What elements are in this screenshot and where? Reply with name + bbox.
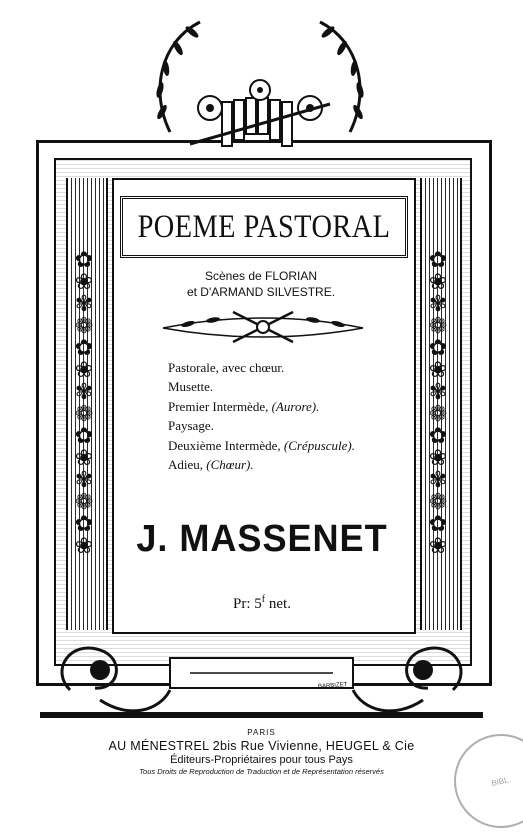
list-item: Paysage. [168,418,214,434]
price: Pr: 5$^f$ net. [233,594,291,612]
list-item: Pastorale, avec chœur. [168,360,285,375]
list-item: Musette. [168,379,214,395]
subtitle-line-1: Scènes de FLORIAN [204,269,318,283]
page-title: POEME PASTORAL [137,208,391,245]
publisher-address: AU MÉNESTREL 2bis Rue Vivienne, HEUGEL & Cie [108,739,415,753]
list-item: Premier Intermède, (Aurore). [168,398,320,414]
publisher-imprint [60,728,463,776]
crossed-horns-ribbon-icon [158,306,368,346]
contents-list [168,358,408,474]
flower-garland-right-icon: ✿ ❀ ✾ ❁ ✿ ❀ ✾ ❁ ✿ ❀ ✾ ❁ ✿ ❀ [428,248,448,559]
title-box [120,196,408,258]
scrollwork-base-icon [40,630,483,730]
rights-notice: Tous Droits de Reproduction de Traduction et de Représentation réservés [139,767,384,776]
list-item: Deuxième Intermède, (Crépuscule). [168,437,355,453]
engraver-signature: BARBIZET [317,681,348,691]
publisher-city: PARIS [247,728,276,737]
subtitle-line-2: et D'ARMAND SILVESTRE. [186,285,336,299]
library-stamp-icon: BIBL. [445,725,523,836]
subtitle-credits [120,268,402,300]
flower-garland-left-icon: ✿ ❀ ✾ ❁ ✿ ❀ ✾ ❁ ✿ ❀ ✾ ❁ ✿ ❀ [74,248,94,559]
publisher-editors: Éditeurs-Propriétaires pour tous Pays [170,754,353,766]
composer-name: J. MASSENET [136,518,388,560]
list-item: Adieu, (Chœur). [168,457,254,473]
laurel-wreath-panpipe-crest-icon [130,12,390,152]
